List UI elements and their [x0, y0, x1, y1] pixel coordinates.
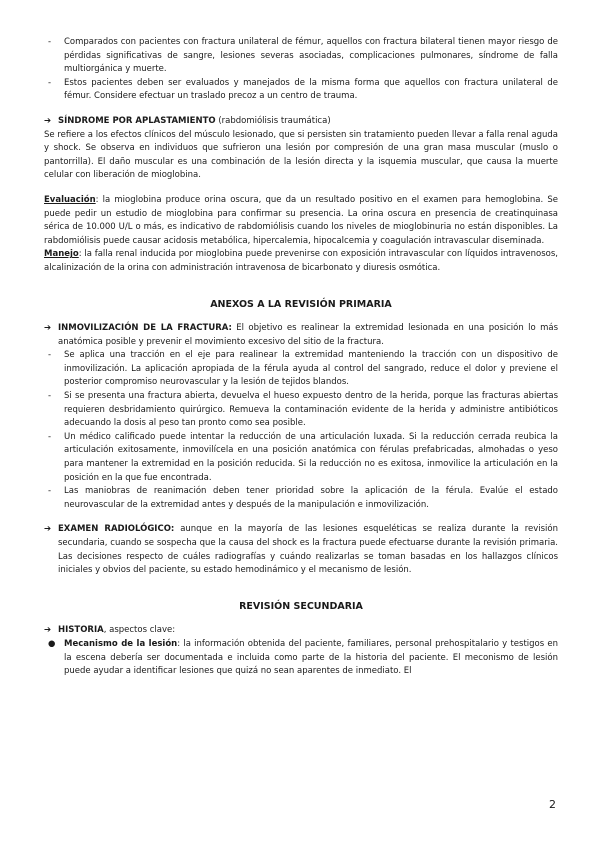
- evaluation-text: : la mioglobina produce orina oscura, que da un resultado positivo en el examen para hemoglobina. Se puede pedir un estudio de mioglobina para confirmar su presencia. La orina oscura en presencia de creatinquinasa sérica de 10.000 U/L o más, es indicativo de rabdomiólisis cuando los niveles de mioglobinuria no están disponibles. La rabdomiólisis puede causar acidosis metabólica, hipercalemia, hipocalcemia y coagulación intravascular diseminada.: [44, 194, 558, 246]
- mechanism-label: Mecanismo de la lesión: [64, 638, 178, 649]
- list-item: [44, 390, 558, 431]
- history-intro: [58, 624, 558, 638]
- list-item: [44, 349, 558, 390]
- immobilization-intro: [58, 322, 558, 349]
- list-item-text: Estos pacientes deben ser evaluados y manejados de la misma forma que aquellos con fractura unilateral de fémur. Considere efectuar un traslado precoz a un centro de trauma.: [64, 77, 558, 102]
- list-item-text: Se aplica una tracción en el eje para realinear la extremidad manteniendo la tracción con un dispositivo de inmovilización. La aplicación apropiada de la férula ayuda al control del sangrado, reduce el dolor y previene el posterior compromiso neurovascular y la lesión de tejidos blandos.: [64, 350, 558, 388]
- dash-marker: -: [48, 486, 52, 497]
- management-paragraph: [44, 248, 558, 275]
- history-label: HISTORIA: [58, 625, 104, 636]
- section-radiology: [44, 523, 558, 577]
- dash-marker: -: [48, 37, 52, 47]
- list-item-text: Un médico calificado puede intentar la reducción de una articulación luxada. Si la reducción cerrada reubica la articulación exitosamente, inmovilícela en una posición anatómica con férulas prefabricadas, almohadas o yeso para mantener la extremidad en la posición reducida. Si la reducción no es exitosa, inmovilice la articulación en la posición en la que fue encontrada.: [64, 431, 558, 483]
- dash-marker: -: [48, 350, 52, 361]
- bullet-icon: ●: [48, 638, 56, 649]
- list-item: [44, 36, 558, 77]
- list-item: [44, 485, 558, 512]
- history-text: , aspectos clave:: [103, 625, 176, 636]
- dash-marker: -: [48, 431, 52, 442]
- immobilization-label: INMOVILIZACIÓN DE LA FRACTURA:: [58, 323, 232, 334]
- list-item-text: Comparados con pacientes con fractura unilateral de fémur, aquellos con fractura bilateral tienen mayor riesgo de pérdidas significativas de sangre, lesiones severas asociadas, complicaciones pulmonares, síndrome de falla multiorgánica y muerte.: [64, 37, 558, 75]
- radiology-paragraph: [58, 523, 558, 577]
- evaluation-paragraph: [44, 194, 558, 248]
- dash-marker: -: [48, 77, 52, 88]
- radiology-text: aunque en la mayoría de las lesiones esqueléticas se realiza durante la revisión secundaria, cuando se sospecha que la causa del shock es la fractura puede efectuarse durante la revisión primaria. Las decisiones respecto de cuáles radiografías y cuándo realizarlas se toman basadas en los hallazgos clínicos iniciales y obvios del paciente, su estado hemodinámico y el mecanismo de lesión.: [58, 524, 559, 576]
- list-item-text: Las maniobras de reanimación deben tener prioridad sobre la aplicación de la férula. Evalúe el estado neurovascular de la extremidad antes y después de la manipulación e inmovilización.: [64, 486, 558, 510]
- immobilization-text: El objetivo es realinear la extremidad lesionada en una posición lo más anatómica posible y prevenir el movimiento excesivo del sitio de la fractura.: [58, 323, 558, 347]
- section-history: [44, 624, 558, 638]
- page-number: 2: [549, 798, 556, 811]
- management-label: Manejo: [44, 249, 79, 260]
- list-item: [44, 638, 558, 679]
- section-immobilization: [44, 322, 558, 349]
- mechanism-paragraph: [64, 638, 558, 679]
- secondary-heading: REVISIÓN SECUNDARIA: [239, 600, 363, 612]
- management-text: : la falla renal inducida por mioglobina puede prevenirse con exposición intravascular con líquidos intravenosos, alcalinización de la orina con administración intravenosa de bicarbonato y diuresis osmótica.: [44, 249, 558, 273]
- crush-body: Se refiere a los efectos clínicos del músculo lesionado, que si persisten sin tratamiento pueden llevar a falla renal aguda y shock. Se observa en individuos que sufrieron una lesión por compresión de una gran masa muscular (muslo o pantorrilla). El daño muscular es una combinación de la lesión directa y la isquemia muscular, que causa la muerte celular con liberación de mioglobina.: [44, 129, 558, 181]
- list-item: [44, 431, 558, 485]
- arrow-icon: ➔: [44, 524, 52, 535]
- dash-marker: -: [48, 391, 52, 402]
- section-title: [58, 115, 558, 129]
- annex-heading: ANEXOS A LA REVISIÓN PRIMARIA: [210, 298, 392, 310]
- list-item: [44, 77, 558, 104]
- arrow-icon: ➔: [44, 625, 52, 636]
- evaluation-label: Evaluación: [44, 194, 96, 205]
- section-crush-syndrome: [44, 115, 558, 129]
- arrow-icon: ➔: [44, 115, 52, 126]
- mechanism-text: : la información obtenida del paciente, familiares, personal prehospitalario y testigos en la escena debería ser documentada e incluida como parte de la historia del paciente. El meconismo de lesión puede ayudar a identificar lesiones que quizá no sean aparentes de inmediato. El: [64, 638, 559, 677]
- list-item-text: Si se presenta una fractura abierta, devuelva el hueso expuesto dentro de la herida, porque las fracturas abiertas requieren desbridamiento quirúrgico. Remueva la contaminación evidente de la herida y administre antibióticos adecuando la dosis al peso tan pronto como sea posible.: [64, 391, 558, 429]
- crush-title: SÍNDROME POR APLASTAMIENTO: [58, 115, 216, 126]
- page-content: [44, 36, 558, 679]
- arrow-icon: ➔: [44, 323, 52, 334]
- radiology-label: EXAMEN RADIOLÓGICO:: [58, 524, 175, 535]
- crush-subtitle: (rabdomiólisis traumática): [218, 115, 331, 126]
